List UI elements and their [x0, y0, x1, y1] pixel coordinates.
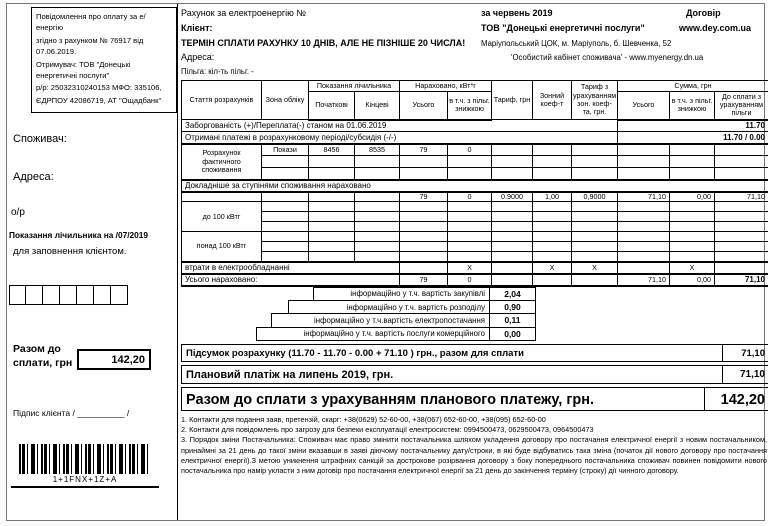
empty-cell [618, 202, 670, 212]
empty-cell [262, 232, 309, 242]
empty-cell [618, 242, 670, 252]
empty-cell [262, 222, 309, 232]
empty-cell [715, 156, 768, 168]
fact-meter-label: Покази [262, 144, 309, 156]
barcode-block [11, 444, 159, 488]
benefit-line [181, 67, 768, 76]
meter-digit-cell [26, 285, 43, 305]
empty-cell [262, 242, 309, 252]
empty-cell [492, 156, 533, 168]
notice-line: Отримувач: ТОВ "Донецькі енергетичні послуги" [36, 59, 131, 80]
notice-line: р/р: 25032310240153 МФО: 335106, [36, 83, 162, 93]
empty-cell [309, 168, 355, 180]
empty-cell [309, 222, 355, 232]
empty-cell [182, 192, 262, 202]
empty-cell [572, 202, 618, 212]
col-benefit-uah: в т.ч. з пільг. знижкою [670, 91, 715, 119]
step1-total: 79 [400, 192, 448, 202]
col-accrued: Нараховано, кВт*г [400, 80, 492, 91]
info-row [256, 327, 768, 341]
empty-cell [492, 202, 533, 212]
empty-cell [492, 252, 533, 262]
empty-cell [400, 242, 448, 252]
fact-row [182, 168, 768, 180]
info-label: інформаційно у т.ч. вартість послуги комерційного [256, 327, 490, 341]
meter-digit-cell [94, 285, 111, 305]
empty-cell [355, 212, 400, 222]
empty-cell [670, 202, 715, 212]
col-readings: Показання лічильника [309, 80, 400, 91]
empty-cell [533, 274, 572, 286]
fact-row [182, 156, 768, 168]
fact-benefit: 0 [448, 144, 492, 156]
invoice-header-row [181, 23, 768, 34]
upto100-label: до 100 кВтг [182, 202, 262, 232]
fact-total: 79 [400, 144, 448, 156]
empty-cell [572, 232, 618, 242]
empty-cell [492, 232, 533, 242]
col-tariff-zone: Тариф з урахуванням зон. коеф-та, грн. [572, 80, 618, 120]
invoice-address-label: Адреса: [181, 52, 215, 63]
empty-cell [262, 156, 309, 168]
col-start: Початкові [309, 91, 355, 119]
meter-digit-cell [43, 285, 60, 305]
bill-page [6, 3, 765, 521]
empty-cell [355, 222, 400, 232]
col-zone: Зона обліку [262, 80, 309, 120]
empty-cell [309, 252, 355, 262]
step1-tariff: 0.9000 [492, 192, 533, 202]
empty-cell [262, 212, 309, 222]
fact-label: Розрахунок фактичного споживання [182, 144, 262, 180]
fact-end: 8535 [355, 144, 400, 156]
accrued-total-to-pay: 71,10 [715, 274, 768, 286]
debt-value: 11.70 [618, 120, 768, 132]
stub-total-due [13, 343, 177, 370]
info-tail-spacer [536, 287, 768, 301]
upto100-row [182, 212, 768, 222]
details-band-row [182, 180, 768, 192]
info-value: 0,90 [490, 300, 536, 314]
empty-cell [492, 144, 533, 156]
debt-row [182, 120, 768, 132]
stub-total-label: Разом до сплати, грн [13, 343, 73, 369]
empty-cell [670, 232, 715, 242]
empty-cell [400, 222, 448, 232]
empty-cell [715, 232, 768, 242]
empty-cell [492, 168, 533, 180]
empty-cell [355, 242, 400, 252]
empty-cell [533, 212, 572, 222]
empty-cell [448, 252, 492, 262]
personal-cabinet-link: 'Особистий кабінет споживача' - www.myenergy.dn.ua [511, 53, 704, 63]
empty-cell [572, 168, 618, 180]
details-band-label: Докладніше за ступінями споживання нараховано [182, 180, 768, 192]
empty-cell [715, 202, 768, 212]
info-row [313, 287, 768, 301]
empty-cell [715, 242, 768, 252]
payments-label: Отримані платежі в розрахунковому періоді/субсидія (-/-) [182, 132, 618, 144]
stub-total-value: 142,20 [77, 349, 151, 370]
empty-cell [492, 222, 533, 232]
col-zone-coef: Зонний коеф-т [533, 80, 572, 120]
empty-cell [448, 202, 492, 212]
accrued-total-label: Усього нараховано: [182, 274, 400, 286]
accrued-total-sum: 71,10 [618, 274, 670, 286]
empty-cell [355, 202, 400, 212]
empty-cell [400, 212, 448, 222]
empty-cell [448, 232, 492, 242]
invoice-header-row [181, 38, 768, 49]
fact-row [182, 144, 768, 156]
notice-line: Повідомлення про оплату за е/енергію [36, 12, 146, 33]
empty-cell [572, 252, 618, 262]
empty-cell [715, 262, 768, 274]
empty-cell [492, 242, 533, 252]
planned-payment-value: 71,10 [722, 366, 768, 383]
empty-cell [618, 252, 670, 262]
payments-value: 11.70 / 0.00 [618, 132, 768, 144]
info-label: інформаційно у т.ч.вартість електропостачання [271, 313, 490, 327]
info-label: інформаційно у т.ч. вартість розподілу [288, 300, 490, 314]
empty-cell [262, 192, 309, 202]
empty-cell [262, 168, 309, 180]
empty-cell [309, 156, 355, 168]
empty-cell [400, 168, 448, 180]
empty-cell [572, 212, 618, 222]
empty-cell [400, 156, 448, 168]
info-row [271, 313, 768, 327]
step1-to-pay: 71,10 [715, 192, 768, 202]
empty-cell [670, 242, 715, 252]
step1-tariff-zone: 0,9000 [572, 192, 618, 202]
step1-sum-benefit: 0,00 [670, 192, 715, 202]
empty-cell [572, 156, 618, 168]
empty-cell [355, 192, 400, 202]
step1-coef: 1,00 [533, 192, 572, 202]
empty-cell [448, 212, 492, 222]
accrued-total-row [182, 274, 768, 286]
note-contacts-claims: 1. Контакти для подання заяв, претензій, скарг: +38(0629) 52-60-00, +38(067) 652-60-00, +38(095) 652-60-00 [181, 415, 546, 425]
empty-cell [618, 144, 670, 156]
empty-cell [618, 168, 670, 180]
meter-digit-cell [111, 285, 128, 305]
empty-cell [533, 232, 572, 242]
payment-deadline: ТЕРМІН СПЛАТИ РАХУНКУ 10 ДНІВ, АЛЕ НЕ ПІЗНІШЕ 20 ЧИСЛА! [181, 37, 466, 48]
empty-cell [355, 168, 400, 180]
planned-payment-row [181, 365, 768, 384]
empty-cell [533, 202, 572, 212]
client-signature-line: Підпис клієнта / __________ / [13, 408, 130, 419]
col-sum: Сумма, грн [618, 80, 768, 91]
empty-cell [533, 242, 572, 252]
calculation-result-value: 71,10 [722, 345, 768, 361]
contract-label: Договір [686, 8, 721, 18]
empty-cell [572, 144, 618, 156]
debt-label: Заборгованість (+)/Переплата(-) станом на 01.06.2019 [182, 120, 618, 132]
empty-cell [262, 202, 309, 212]
charges-table [181, 80, 768, 287]
empty-cell [400, 202, 448, 212]
over100-row [182, 232, 768, 242]
col-total-kwh: Усього [400, 91, 448, 119]
empty-cell [448, 242, 492, 252]
empty-cell [492, 212, 533, 222]
meter-digit-cell [77, 285, 94, 305]
info-tail-spacer [536, 327, 768, 341]
empty-cell [492, 274, 533, 286]
over100-row [182, 252, 768, 262]
planned-payment-label: Плановий платіж на липень 2019, грн. [186, 369, 394, 382]
col-total-uah: Усього [618, 91, 670, 119]
company-name: ТОВ "Донецькі енергетичні послуги" [481, 22, 645, 33]
empty-cell [572, 222, 618, 232]
empty-cell [309, 242, 355, 252]
empty-cell [533, 156, 572, 168]
empty-cell [355, 156, 400, 168]
invoice-header-row [181, 8, 768, 19]
invoice-title: Рахунок за електроенергію № [181, 8, 307, 18]
empty-cell [618, 212, 670, 222]
info-value: 0,11 [490, 313, 536, 327]
empty-cell [400, 232, 448, 242]
empty-cell [618, 232, 670, 242]
empty-cell [448, 168, 492, 180]
accrued-total-kwh: 79 [400, 274, 448, 286]
grand-total-value: 142,20 [704, 388, 768, 410]
losses-x: X [533, 262, 572, 274]
empty-cell [618, 222, 670, 232]
col-tariff: Тариф, грн [492, 80, 533, 120]
empty-cell [572, 274, 618, 286]
billing-period: за червень 2019 [481, 8, 553, 18]
empty-cell [355, 252, 400, 262]
meter-reading-caption: Показання лічильника на /07/2019 [9, 230, 148, 241]
empty-cell [715, 222, 768, 232]
step1-benefit: 0 [448, 192, 492, 202]
grand-total-label: Разом до сплати з урахуванням планового платежу, грн. [186, 392, 595, 409]
empty-cell [492, 262, 533, 274]
empty-cell [670, 222, 715, 232]
notice-line: згідно з рахунком № 76917 від 07.06.2019. [36, 35, 144, 57]
col-benefit-kwh: в т.ч. з пільг. знижкою [448, 91, 492, 119]
info-value: 0,00 [490, 327, 536, 341]
calculation-result-label: Підсумок розрахунку (11.70 - 11.70 - 0.00 + 71.10 ) грн., разом для сплати [186, 348, 524, 360]
step1-sum: 71,10 [618, 192, 670, 202]
upto100-row [182, 202, 768, 212]
payment-notice-box [31, 7, 177, 113]
info-label: інформаційно у т.ч. вартість закупівлі [313, 287, 490, 301]
client-label: Клієнт: [181, 22, 213, 33]
notice-line: ЄДРПОУ 42086719, АТ "Ощадбанк" [36, 95, 162, 105]
service-office: Маріупольський ЦОК, м. Маріуполь, б. Шевченка, 52 [481, 38, 672, 48]
empty-cell [618, 156, 670, 168]
step1-values-row [182, 192, 768, 202]
empty-cell [533, 144, 572, 156]
calculation-result-row [181, 344, 768, 362]
empty-cell [533, 168, 572, 180]
empty-cell [400, 252, 448, 262]
grand-total-row [181, 387, 768, 411]
benefit-text: Пільга: кіл-ть пільг. - [181, 67, 254, 77]
payments-row [182, 132, 768, 144]
empty-cell [670, 252, 715, 262]
over100-label: понад 100 кВтг [182, 232, 262, 262]
empty-cell [715, 144, 768, 156]
address-label: Адреса: [13, 171, 54, 184]
empty-cell [533, 222, 572, 232]
barcode-image [19, 444, 151, 474]
invoice-header-row [181, 52, 768, 63]
consumer-label: Споживач: [13, 133, 67, 146]
empty-cell [715, 168, 768, 180]
barcode-text: 1+1FNX+1Z+A [52, 475, 118, 485]
empty-cell [715, 252, 768, 262]
meter-digit-cell [60, 285, 77, 305]
empty-cell [309, 192, 355, 202]
empty-cell [309, 232, 355, 242]
fact-start: 8456 [309, 144, 355, 156]
empty-cell [448, 222, 492, 232]
accrued-total-benefit: 0 [448, 274, 492, 286]
empty-cell [448, 156, 492, 168]
empty-cell [670, 168, 715, 180]
info-tail-spacer [536, 300, 768, 314]
losses-x: X [572, 262, 618, 274]
empty-cell [715, 212, 768, 222]
over100-row [182, 242, 768, 252]
meter-digit-cell [9, 285, 26, 305]
empty-cell [309, 202, 355, 212]
table-header-row [182, 80, 768, 91]
empty-cell [400, 262, 448, 274]
note-contacts-safety: 2. Контакти для повідомлень про загрозу для безпеки експлуатації електросистем: 0994500473, 0629500473, 0964500473 [181, 425, 594, 435]
empty-cell [533, 252, 572, 262]
company-website: www.dey.com.ua [678, 22, 751, 33]
losses-row [182, 262, 768, 274]
personal-account-label: о/р [11, 207, 25, 219]
empty-cell [262, 252, 309, 262]
empty-cell [572, 242, 618, 252]
losses-x: X [448, 262, 492, 274]
meter-reading-cells [9, 285, 177, 305]
payment-stub [7, 4, 178, 520]
col-to-pay: До сплати з урахуванням пільги [715, 91, 768, 119]
footer-notes [181, 415, 768, 476]
col-end: Кінцеві [355, 91, 400, 119]
empty-cell [670, 212, 715, 222]
empty-cell [670, 156, 715, 168]
losses-label: втрати в електрообладнанні [182, 262, 400, 274]
info-tail-spacer [536, 313, 768, 327]
empty-cell [670, 144, 715, 156]
accrued-total-sum-benefit: 0,00 [670, 274, 715, 286]
losses-x: X [670, 262, 715, 274]
empty-cell [618, 262, 670, 274]
invoice-main [178, 4, 768, 520]
empty-cell [355, 232, 400, 242]
empty-cell [309, 212, 355, 222]
info-value: 2,04 [490, 287, 536, 301]
meter-reading-note: для заповнення клієнтом. [13, 246, 127, 258]
info-row [288, 300, 768, 314]
note-supplier-change: 3. Порядок зміни Постачальника: Споживач має право змінити постачальника шляхом укладення договору про постачання електричної енергії з новим постачальником, принаймні за 21 день до такої зміни вказавши в заяві діючому постачальнику дату/строки, в які буде відбуватись така зміна (початок дії нового договору про постачання електричної енергії).З метою уникнення штрафних санкцій за дострокове розірвання договору з боку попереднього постачальника споживач повинен повідомити нового постачальника про намір укласти з ним договір про постачання електричної енергії за 21 день до закінчення терміну (строку) дії чинного договору. [181, 435, 767, 476]
upto100-row [182, 222, 768, 232]
col-article: Стаття розрахунків [182, 80, 262, 120]
